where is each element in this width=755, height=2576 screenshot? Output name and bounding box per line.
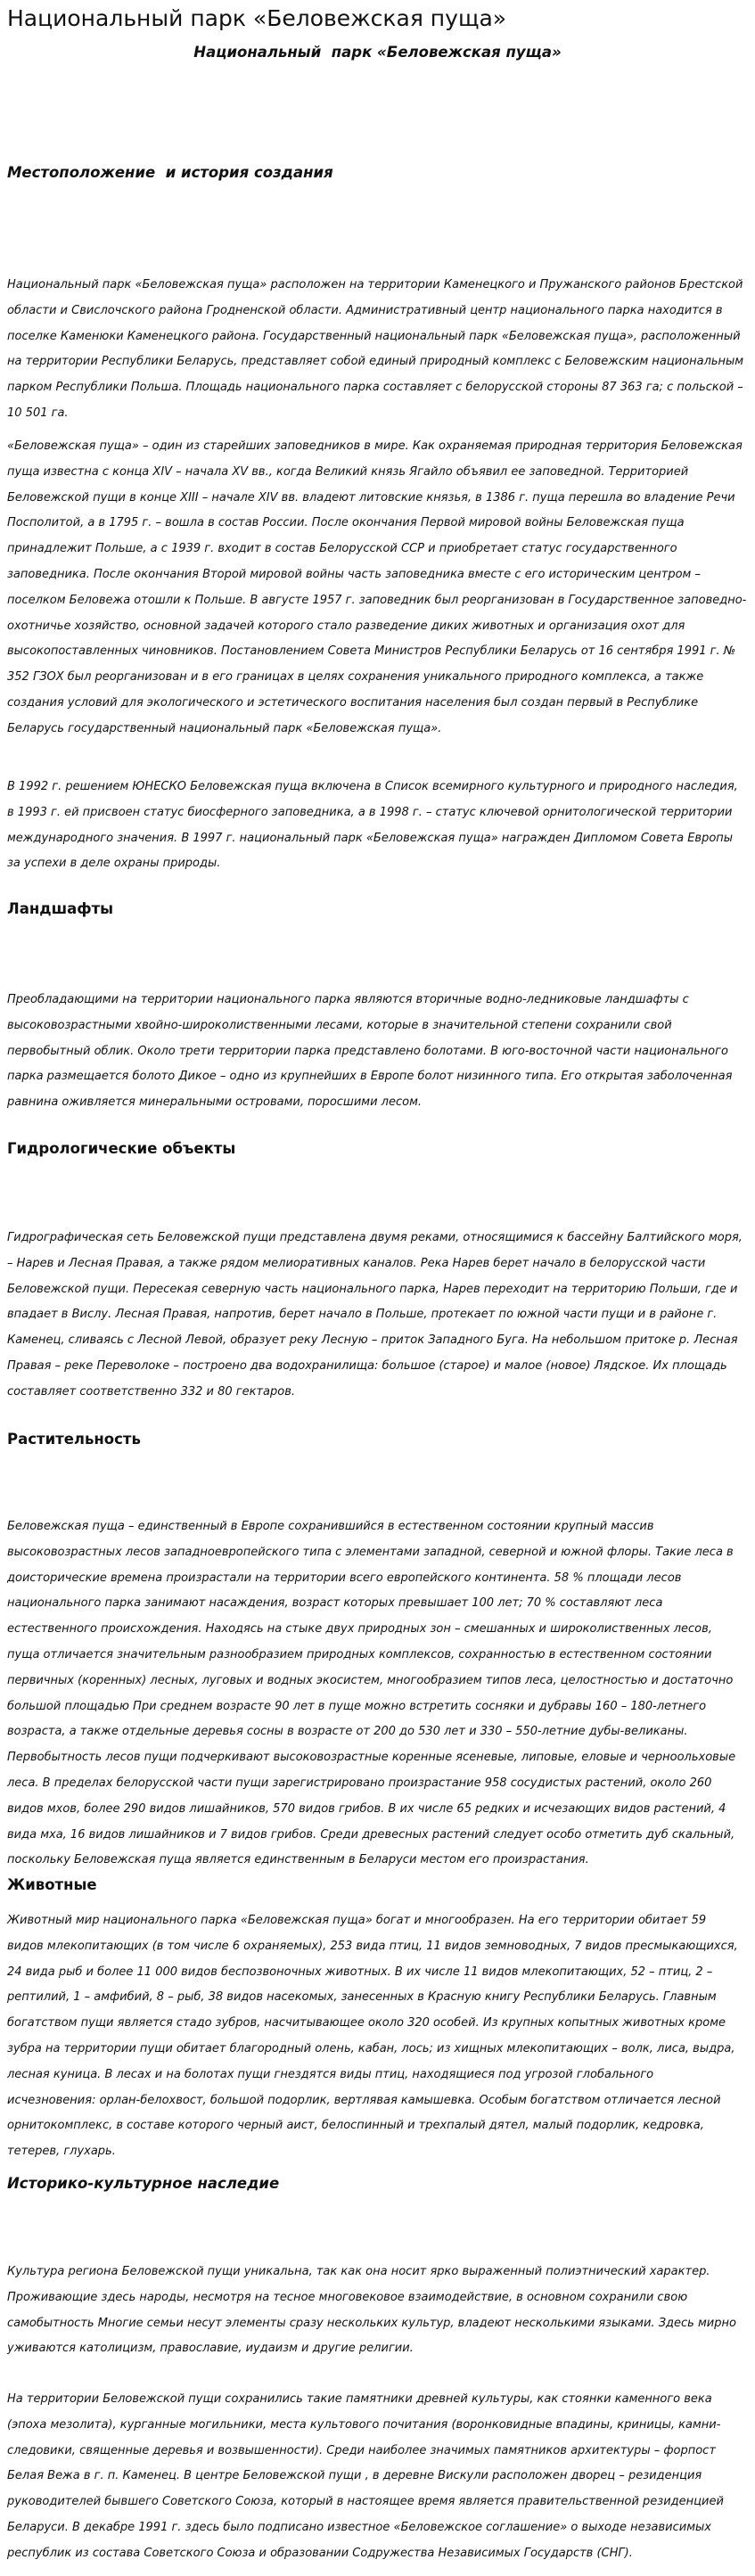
paragraph-animals-1: Животный мир национального парка «Беловежская пуща» богат и многообразен. На его территории обитает 59 видов млекопитающих (в том числе 6 охраняемых), 253 вида птиц, 11 видов земноводных, 7 видов пресмыкающихся, 24 вида рыб и более 11 000 видов беспозвоночных животных. В их числе 11 видов млекопитающих, 52 – птиц, 2 – рептилий, 1 – амфибий, 8 – рыб, 38 видов насекомых, занесенных в Красную книгу Республики Беларусь. Главным богатством пущи является стадо зубров, насчитывающее около 320 особей. Из крупных копытных животных кроме зубра на территории пущи обитает благородный олень, кабан, лось; из хищных млекопитающих – волк, лиса, выдра, лесная куница. В лесах и на болотах пущи гнездятся виды птиц, находящиеся под угрозой глобального исчезновения: орлан-белохвост, большой подорлик, вертлявая камышевка. Особым богатством отличается лесной орнитокомплекс, в составе которого черный аист, белоспинный и трехпалый дятел, малый подорлик, кедровка, тетерев, глухарь.	[7, 1914, 738, 2159]
section-title-hydrology: Гидрологические объекты	[7, 1140, 236, 1157]
paragraph-history-2: «Беловежская пуща» – один из старейших заповедников в мире. Как охраняемая природная территория Беловежская пуща известна с конца XIV – начала XV вв., когда Великий князь Ягайло объявил ее заповедной. Территорией Беловежской пущи в конце XIII – начале XIV вв. владеют литовские князья, в 1386 г. пуща перешла во владение Речи Посполитой, а в 1795 г. – вошла в состав России. После окончания Первой мировой войны Беловежская пуща принадлежит Польше, а с 1939 г. входит в состав Белорусской ССР и приобретает статус государственного заповедника. После окончания Второй мировой войны часть заповедника вместе с его историческим центром – поселком Беловежа отошли к Польше. В августе 1957 г. заповедник был реорганизован в Государственное заповедно-охотничье хозяйство, основной задачей которого стало разведение диких животных и организация охот для высокопоставленных чиновников. Постановлением Совета Министров Республики Беларусь от 16 сентября 1991 г. № 352 ГЗОХ был реорганизован и в его границах в целях сохранения уникального природного комплекса, а также создания условий для экологического и эстетического воспитания населения был создан первый в Республике Беларусь государственный национальный парк «Беловежская пуща».	[7, 439, 747, 735]
paragraph-history-3: В 1992 г. решением ЮНЕСКО Беловежская пуща включена в Список всемирного культурного и природного наследия, в 1993 г. ей присвоен статус биосферного заповедника, а в 1998 г. – статус ключевой орнитологической территории международного значения. В 1997 г. национальный парк «Беловежская пуща» награжден Дипломом Совета Европы за успехи в деле охраны природы.	[7, 780, 738, 871]
paragraph-heritage-1: Культура региона Беловежской пущи уникальна, так как она носит ярко выраженный полиэтнический характер. Проживающие здесь народы, несмотря на тесное многовековое взаимодействие, в основном сохранили свою самобытность Многие семьи несут элементы сразу нескольких культур, владеют несколькими языками. Здесь мирно уживаются католицизм, православие, иудаизм и другие религии.	[7, 2265, 736, 2356]
paragraph-history-1: Национальный парк «Беловежская пуща» расположен на территории Каменецкого и Пружанского районов Брестской области и Свислочского района Гродненской области. Административный центр национального парка находится в поселке Каменюки Каменецкого района. Государственный национальный парк «Беловежская пуща», расположенный на территории Республики Беларусь, представляет собой единый природный комплекс с Беловежским национальным парком Республики Польша. Площадь национального парка составляет с белорусской стороны 87 363 га; с польской – 10 501 га.	[7, 278, 744, 420]
section-title-vegetation: Растительность	[7, 1431, 141, 1448]
paragraph-landscapes-1: Преобладающими на территории национального парка являются вторичные водно-ледниковые ландшафты с высоковозрастными хвойно-широколиственными лесами, которые в значительной степени сохранили свой первобытный облик. Около трети территории парка представлено болотами. В юго-восточной части национального парка размещается болото Дикое – одно из крупнейших в Европе болот низинного типа. Его открытая заболоченная равнина оживляется минеральными островами, поросшими лесом.	[7, 993, 733, 1110]
section-title-landscapes: Ландшафты	[7, 900, 114, 917]
section-title-history: Местоположение и история создания	[7, 164, 333, 181]
section-title-heritage: Историко-культурное наследие	[7, 2175, 280, 2192]
document-heading: Национальный парк «Беловежская пуща»	[193, 44, 562, 61]
paragraph-heritage-2: На территории Беловежской пущи сохранились такие памятники древней культуры, как стоянки каменного века (эпоха мезолита), курганные могильники, места культового почитания (воронковидные впадины, криницы, камни-следовики, священные деревья и возвышенности). Среди наиболее значимых памятников архитектуры – форпост Белая Вежа в г. п. Каменец. В центре Беловежской пущи , в деревне Вискули расположен дворец – резиденция руководителей бывшего Советского Союза, который в настоящее время является правительственной резиденцией Беларуси. В декабре 1991 г. здесь было подписано известное «Беловежское соглашение» о выходе независимых республик из состава Советского Союза и образовании Содружества Независимых Государств (СНГ).	[7, 2392, 724, 2560]
paragraph-hydrology-1: Гидрографическая сеть Беловежской пущи представлена двумя реками, относящимися к бассейну Балтийского моря, – Нарев и Лесная Правая, а также рядом мелиоративных каналов. Река Нарев берет начало в белорусской части Беловежской пущи. Пересекая северную часть национального парка, Нарев переходит на территорию Польши, где и впадает в Вислу. Лесная Правая, напротив, берет начало в Польше, протекает по южной части пущи и в районе г. Каменец, сливаясь с Лесной Левой, образует реку Лесную – приток Западного Буга. На небольшом притоке р. Лесная Правая – реке Переволоке – построено два водохранилища: большое (старое) и малое (новое) Лядское. Их площадь составляет соответственно 332 и 80 гектаров.	[7, 1231, 743, 1399]
page-title: Национальный парк «Беловежская пуща»	[7, 5, 507, 31]
paragraph-vegetation-1: Беловежская пуща – единственный в Европе сохранившийся в естественном состоянии крупный массив высоковозрастных лесов западноевропейского типа с элементами западной, северной и южной флоры. Такие леса в доисторические времена произрастали на территории всего европейского континента. 58 % площади лесов национального парка занимают насаждения, возраст которых превышает 100 лет; 70 % составляют леса естественного происхождения. Находясь на стыке двух природных зон – смешанных и широколиственных лесов, пуща отличается значительным разнообразием природных комплексов, сохранностью в естественном состоянии первичных (коренных) лесных, луговых и водных экосистем, многообразием типов леса, целостностью и достаточно большой площадью При среднем возрасте 90 лет в пуще можно встретить сосняки и дубравы 160 – 180-летнего возраста, а также отдельные деревья сосны в возрасте от 200 до 530 лет и 330 – 550-летние дубы-великаны. Первобытность лесов пущи подчеркивают высоковозрастные коренные ясеневые, липовые, еловые и черноольховые леса. В пределах белорусской части пущи зарегистрировано произрастание 958 сосудистых растений, около 260 видов мхов, более 290 видов лишайников, 570 видов грибов. В их числе 65 редких и исчезающих видов растений, 4 вида мха, 16 видов лишайников и 7 видов грибов. Среди древесных растений следует особо отметить дуб скальный, поскольку Беловежская пуща является единственным в Беларуси местом его произрастания.	[7, 1520, 736, 1867]
section-title-animals: Животные	[7, 1876, 97, 1893]
